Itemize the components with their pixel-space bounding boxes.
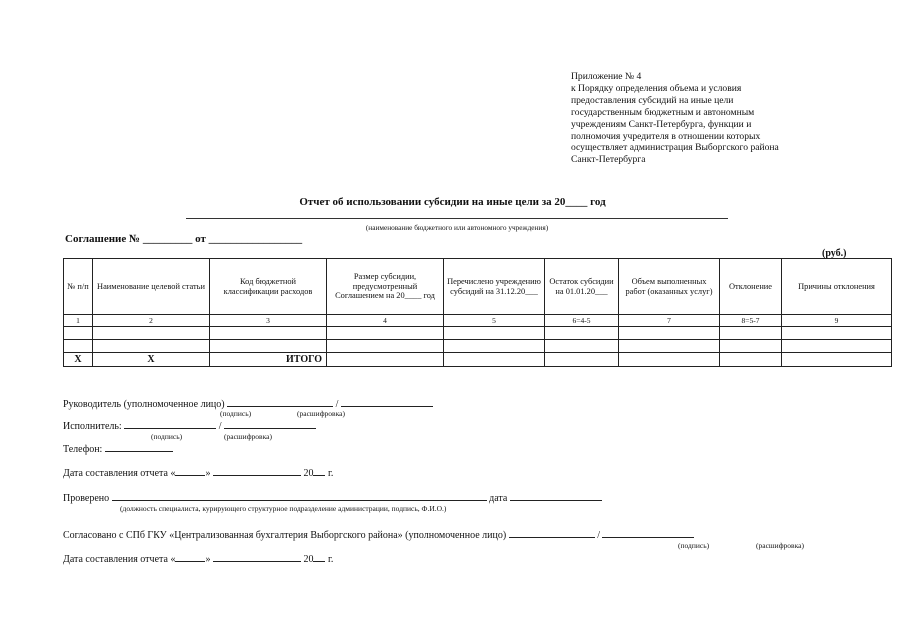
org-name-caption: (наименование бюджетного или автономного учреждения) [365, 223, 549, 232]
checked-label: Проверено [63, 493, 110, 504]
decode-caption: (расшифровка) [224, 432, 272, 441]
table-cell [444, 327, 545, 340]
column-number: 1 [64, 315, 93, 327]
table-cell [619, 340, 720, 353]
total-cell-x: X [64, 353, 93, 367]
column-number: 9 [782, 315, 892, 327]
year-blank[interactable] [313, 552, 325, 562]
total-cell-x: X [93, 353, 210, 367]
checked-caption: (должность специалиста, курирующего структурное подразделение администрации, подпись, Ф.И.О.) [120, 504, 447, 513]
table-cell [93, 327, 210, 340]
total-row [64, 353, 892, 367]
date-quote: » [205, 468, 211, 479]
table-cell [782, 327, 892, 340]
appendix-line: государственным бюджетным и автономным [571, 106, 755, 118]
date-year: 20 [303, 554, 314, 565]
appendix-line: предоставления субсидий на иные цели [571, 94, 734, 106]
month-blank[interactable] [213, 552, 301, 562]
signature-blank[interactable] [227, 397, 333, 407]
table-cell [619, 327, 720, 340]
decode-blank[interactable] [224, 419, 316, 429]
executor-signature-line [63, 419, 316, 432]
date-suffix: г. [327, 468, 334, 479]
appendix-line: к Порядку определения объема и условия [571, 82, 742, 94]
header-cell: № п/п [64, 259, 93, 315]
date-quote: » [205, 554, 211, 565]
table-cell [210, 327, 327, 340]
day-blank[interactable] [175, 466, 205, 476]
table-cell [720, 340, 782, 353]
month-blank[interactable] [213, 466, 301, 476]
header-cell: Перечислено учреждению субсидий на 31.12.20___ [444, 259, 545, 315]
report-date-line [63, 466, 333, 479]
phone-line [63, 442, 173, 455]
date-suffix: г. [327, 554, 334, 565]
table-cell [93, 340, 210, 353]
header-cell: Объем выполненных работ (оказанных услуг) [619, 259, 720, 315]
column-number: 2 [93, 315, 210, 327]
column-number: 7 [619, 315, 720, 327]
appendix-line: осуществляет администрация Выборгского района [571, 142, 779, 154]
header-cell: Отклонение [720, 259, 782, 315]
appendix-block [571, 71, 779, 166]
header-cell: Наименование целевой статьи [93, 259, 210, 315]
column-number-row [64, 315, 892, 327]
decode-caption: (расшифровка) [756, 541, 804, 550]
report-table [63, 258, 892, 367]
column-number: 3 [210, 315, 327, 327]
table-cell [64, 327, 93, 340]
appendix-line: Приложение № 4 [571, 71, 642, 82]
report-date-line-2 [63, 552, 333, 565]
year-blank[interactable] [313, 466, 325, 476]
signature-blank[interactable] [509, 528, 595, 538]
checked-date-blank[interactable] [510, 491, 602, 501]
org-name-line [186, 218, 728, 219]
currency-label: (руб.) [822, 248, 847, 259]
table-cell [545, 327, 619, 340]
column-number: 4 [327, 315, 444, 327]
phone-blank[interactable] [105, 442, 173, 452]
slash: / [597, 530, 600, 541]
table-cell [64, 340, 93, 353]
table-cell [720, 327, 782, 340]
executor-label: Исполнитель: [63, 421, 122, 432]
table-cell [327, 327, 444, 340]
column-number: 8=5-7 [720, 315, 782, 327]
agreed-text: Согласовано с СПб ГКУ «Централизованная бухгалтерия Выборгского района» (уполномоченное лицо) [63, 530, 507, 541]
header-cell: Остаток субсидии на 01.01.20___ [545, 259, 619, 315]
table-cell [545, 340, 619, 353]
table-header-row [64, 259, 892, 315]
date-label: Дата составления отчета « [63, 554, 176, 565]
appendix-line: Санкт-Петербурга [571, 154, 646, 166]
table-cell [720, 353, 782, 367]
column-number: 5 [444, 315, 545, 327]
signature-blank[interactable] [124, 419, 216, 429]
checked-line [63, 491, 602, 504]
table-cell [619, 353, 720, 367]
day-blank[interactable] [175, 552, 205, 562]
appendix-line: учреждениям Санкт-Петербурга, функции и [571, 118, 752, 130]
table-cell [782, 353, 892, 367]
decode-blank[interactable] [341, 397, 433, 407]
date-year: 20 [303, 468, 314, 479]
sign-caption: (подпись) [220, 409, 252, 418]
total-label: ИТОГО [210, 353, 327, 367]
report-title: Отчет об использовании субсидии на иные цели за 20____ год [299, 196, 606, 208]
decode-blank[interactable] [602, 528, 694, 538]
table-cell [210, 340, 327, 353]
appendix-line: полномочия учредителя в отношении которых [571, 130, 761, 142]
header-cell: Размер субсидии, предусмотренный Соглашением на 20____ год [327, 259, 444, 315]
phone-label: Телефон: [63, 444, 103, 455]
checked-blank[interactable] [112, 491, 487, 501]
table-cell [444, 340, 545, 353]
table-row [64, 327, 892, 340]
slash: / [218, 421, 222, 432]
table-cell [327, 340, 444, 353]
agreement-line: Соглашение № _________ от _________________ [65, 233, 303, 245]
header-cell: Причины отклонения [782, 259, 892, 315]
date-label: Дата составления отчета « [63, 468, 176, 479]
sign-caption: (подпись) [678, 541, 710, 550]
table-row [64, 340, 892, 353]
table-cell [327, 353, 444, 367]
head-label: Руководитель (уполномоченное лицо) [63, 399, 225, 410]
decode-caption: (расшифровка) [297, 409, 345, 418]
table-cell [444, 353, 545, 367]
table-cell [545, 353, 619, 367]
table-cell [782, 340, 892, 353]
header-cell: Код бюджетной классификации расходов [210, 259, 327, 315]
checked-date-label: дата [489, 493, 508, 504]
sign-caption: (подпись) [151, 432, 183, 441]
agreed-line [63, 528, 694, 541]
column-number: 6=4-5 [545, 315, 619, 327]
slash: / [335, 399, 339, 410]
